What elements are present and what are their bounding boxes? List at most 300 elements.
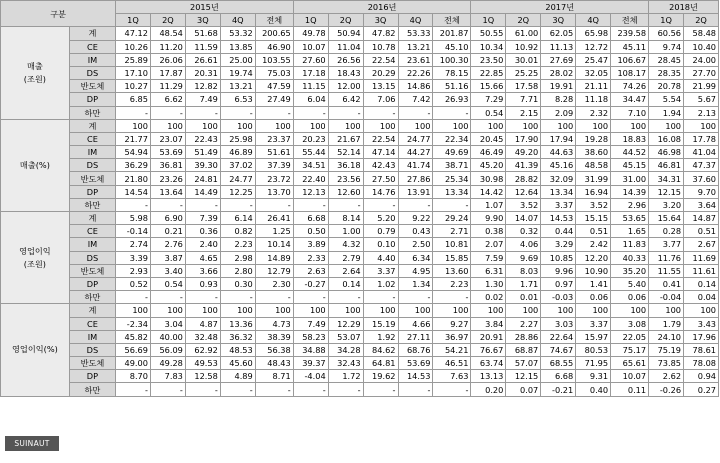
table-cell: 0.51 [576,225,611,238]
table-cell: 22.85 [471,66,506,79]
table-cell: 44.63 [541,146,576,159]
year-header-2017: 2017년 [471,1,649,14]
table-cell: 54.94 [116,146,151,159]
table-cell: 25.89 [116,53,151,66]
table-cell: 0.94 [684,370,719,383]
table-cell: - [116,198,151,211]
table-cell: 100 [684,304,719,317]
table-cell: 17.94 [541,132,576,145]
table-cell: 15.97 [576,330,611,343]
table-cell: 11.83 [611,238,649,251]
table-cell: 100 [220,119,255,132]
table-cell: 17.10 [116,66,151,79]
table-cell: 0.50 [293,225,328,238]
table-cell: 37.60 [684,172,719,185]
table-cell: 57.07 [506,357,541,370]
table-cell: 22.05 [611,330,649,343]
table-cell: - [398,198,433,211]
table-cell: 8.71 [255,370,293,383]
table-cell: 4.65 [185,251,220,264]
table-cell: 9.90 [471,212,506,225]
table-cell: 56.69 [116,343,151,356]
table-cell: 3.66 [185,264,220,277]
table-cell: 28.35 [649,66,684,79]
table-cell: 49.78 [293,27,328,40]
table-cell: - [293,383,328,396]
table-cell: 0.01 [506,291,541,304]
table-cell: 4.40 [363,251,398,264]
table-cell: 14.42 [471,185,506,198]
table-cell: 13.91 [398,185,433,198]
table-cell: 0.28 [649,225,684,238]
table-cell: 6.85 [116,93,151,106]
table-cell: 100 [433,304,471,317]
table-cell: 7.42 [398,93,433,106]
quarter-header: 전체 [611,14,649,27]
quarter-header: 4Q [576,14,611,27]
table-row [1,238,719,251]
table-cell: - [328,106,363,119]
table-cell: - [398,291,433,304]
table-cell: 6.68 [293,212,328,225]
table-cell: 100 [541,304,576,317]
table-cell: 6.62 [150,93,185,106]
table-cell: 63.74 [471,357,506,370]
table-cell: - [255,383,293,396]
table-cell: 10.14 [255,238,293,251]
table-cell: 45.60 [220,357,255,370]
table-cell: 75.17 [611,343,649,356]
table-cell: 58.48 [684,27,719,40]
table-cell: 1.07 [471,198,506,211]
table-cell: 32.43 [328,357,363,370]
table-cell: 7.06 [363,93,398,106]
table-cell: 3.29 [541,238,576,251]
table-row [1,159,719,172]
table-cell: 2.98 [220,251,255,264]
table-cell: 2.64 [328,264,363,277]
table-cell: 76.67 [471,343,506,356]
table-cell: 0.44 [541,225,576,238]
row-label: 계 [69,212,115,225]
table-cell: 0.93 [185,277,220,290]
table-cell: 32.09 [541,172,576,185]
table-cell: 1.02 [363,277,398,290]
year-header-2018: 2018년 [649,1,719,14]
table-cell: 7.59 [471,251,506,264]
year-header-2015: 2015년 [116,1,294,14]
table-cell: 10.78 [363,40,398,53]
table-cell: 0.41 [649,277,684,290]
table-cell: 55.44 [293,146,328,159]
table-cell: 34.88 [293,343,328,356]
table-row [1,119,719,132]
table-cell: 0.54 [150,277,185,290]
quarter-header: 전체 [433,14,471,27]
table-cell: 3.43 [684,317,719,330]
table-cell: 45.82 [116,330,151,343]
table-cell: 56.09 [150,343,185,356]
table-cell: 3.40 [150,264,185,277]
table-cell: 15.66 [471,80,506,93]
table-cell: 100 [293,119,328,132]
table-cell: 100 [433,119,471,132]
table-cell: 100 [576,119,611,132]
table-cell: 1.00 [328,225,363,238]
table-cell: 49.20 [506,146,541,159]
table-cell: 0.07 [506,383,541,396]
table-cell: 0.14 [684,277,719,290]
table-cell: 6.31 [471,264,506,277]
table-cell: 1.34 [398,277,433,290]
table-cell: 3.37 [363,264,398,277]
row-label: DP [69,185,115,198]
table-cell: 61.00 [506,27,541,40]
table-cell: 49.00 [116,357,151,370]
table-row [1,53,719,66]
table-cell: 38.71 [433,159,471,172]
table-cell: 103.55 [255,53,293,66]
group-label: 매출(%) [1,119,70,211]
table-cell: 45.16 [541,159,576,172]
table-cell: 36.32 [220,330,255,343]
table-cell: 19.74 [220,66,255,79]
table-cell: 12.20 [576,251,611,264]
table-cell: - [433,198,471,211]
table-cell: 65.61 [611,357,649,370]
table-cell: 1.65 [611,225,649,238]
table-cell: 14.53 [398,370,433,383]
table-cell: 39.37 [293,357,328,370]
table-cell: 0.43 [398,225,433,238]
table-cell: 13.34 [433,185,471,198]
quarter-header: 2Q [150,14,185,27]
table-cell: 12.72 [576,40,611,53]
table-cell: 2.74 [116,238,151,251]
table-cell: 28.45 [649,53,684,66]
table-cell: 3.20 [649,198,684,211]
table-cell: 53.69 [150,146,185,159]
table-cell: 20.31 [185,66,220,79]
table-row [1,93,719,106]
table-cell: 23.61 [398,53,433,66]
table-cell: 0.06 [576,291,611,304]
table-cell: 38.60 [576,146,611,159]
quarter-header: 4Q [398,14,433,27]
table-cell: 0.02 [471,291,506,304]
table-cell: 11.59 [185,40,220,53]
table-cell: 52.14 [328,146,363,159]
row-label: IM [69,53,115,66]
table-row [1,198,719,211]
table-cell: 64.81 [363,357,398,370]
table-row [1,212,719,225]
table-cell: 30.01 [506,53,541,66]
table-cell: 49.69 [433,146,471,159]
table-cell: - [185,383,220,396]
table-cell: 0.36 [185,225,220,238]
table-cell: 2.40 [185,238,220,251]
table-cell: 7.49 [185,93,220,106]
table-cell: 100 [541,119,576,132]
table-cell: 5.67 [684,93,719,106]
table-cell: 6.90 [150,212,185,225]
table-cell: 100 [116,304,151,317]
table-cell: 12.25 [220,185,255,198]
table-cell: 100 [576,304,611,317]
table-cell: 15.85 [433,251,471,264]
table-cell: - [150,383,185,396]
table-cell: 0.82 [220,225,255,238]
table-cell: 19.62 [363,370,398,383]
table-cell: 0.97 [541,277,576,290]
table-row [1,146,719,159]
table-cell: 108.17 [611,66,649,79]
table-cell: 100 [363,304,398,317]
table-cell: 56.38 [255,343,293,356]
table-cell: 2.79 [328,251,363,264]
table-cell: 24.81 [185,172,220,185]
table-cell: 100 [150,119,185,132]
table-cell: 53.65 [611,212,649,225]
table-cell: 17.90 [506,132,541,145]
table-cell: 6.53 [220,93,255,106]
table-cell: 2.50 [398,238,433,251]
table-cell: 20.45 [471,132,506,145]
table-cell: 20.91 [471,330,506,343]
table-cell: 26.06 [150,53,185,66]
table-cell: 12.58 [185,370,220,383]
table-cell: 22.34 [433,132,471,145]
table-cell: 5.20 [363,212,398,225]
table-cell: - [398,106,433,119]
table-cell: 2.80 [220,264,255,277]
table-cell: 22.54 [363,132,398,145]
table-cell: 3.64 [684,198,719,211]
table-cell: 2.27 [506,317,541,330]
table-cell: 54.21 [433,343,471,356]
table-cell: 0.10 [363,238,398,251]
table-cell: 37.39 [255,159,293,172]
table-cell: 3.52 [576,198,611,211]
table-cell: 17.87 [150,66,185,79]
table-cell: 21.77 [116,132,151,145]
table-cell: 41.39 [506,159,541,172]
table-cell: 14.76 [363,185,398,198]
table-cell: 14.07 [506,212,541,225]
table-cell: 34.31 [649,172,684,185]
table-cell: 2.23 [433,277,471,290]
table-row [1,304,719,317]
table-cell: 24.77 [220,172,255,185]
table-cell: 1.94 [649,106,684,119]
table-cell: 47.14 [363,146,398,159]
table-cell: 10.07 [293,40,328,53]
table-body [1,27,719,396]
table-cell: 51.68 [185,27,220,40]
table-cell: 10.26 [116,40,151,53]
group-label: 매출 (조원) [1,27,70,119]
table-row [1,185,719,198]
table-cell: 7.83 [150,370,185,383]
table-cell: 53.32 [220,27,255,40]
row-label: DS [69,66,115,79]
row-label: 반도체 [69,172,115,185]
table-cell: 10.27 [116,80,151,93]
table-cell: 0.54 [471,106,506,119]
table-cell: 3.87 [150,251,185,264]
row-label: DP [69,370,115,383]
table-cell: 60.56 [649,27,684,40]
table-cell: 28.02 [541,66,576,79]
table-cell: 12.00 [328,80,363,93]
table-cell: 41.04 [684,146,719,159]
table-cell: 75.19 [649,343,684,356]
table-cell: 11.15 [293,80,328,93]
table-cell: 23.07 [150,132,185,145]
table-cell: - [255,106,293,119]
table-cell: 40.33 [611,251,649,264]
table-cell: 3.52 [506,198,541,211]
table-cell: 2.09 [541,106,576,119]
row-label: DP [69,93,115,106]
table-cell: 100 [398,119,433,132]
table-cell: 51.61 [255,146,293,159]
table-cell: 3.39 [116,251,151,264]
table-cell: 100 [611,119,649,132]
table-cell: 13.70 [255,185,293,198]
table-cell: 9.27 [433,317,471,330]
table-cell: 5.40 [611,277,649,290]
row-label: 하만 [69,106,115,119]
table-cell: 49.28 [150,357,185,370]
table-cell: 30.98 [471,172,506,185]
table-cell: 49.53 [185,357,220,370]
table-cell: 0.14 [328,277,363,290]
table-cell: - [293,106,328,119]
table-cell: 6.68 [541,370,576,383]
table-cell: 4.73 [255,317,293,330]
year-header-2016: 2016년 [293,1,471,14]
table-cell: 50.94 [328,27,363,40]
table-cell: 100 [255,119,293,132]
table-cell: 29.24 [433,212,471,225]
table-cell: 1.79 [649,317,684,330]
table-cell: 9.70 [684,185,719,198]
row-label: CE [69,225,115,238]
table-cell: 100 [220,304,255,317]
table-cell: 23.50 [471,53,506,66]
table-cell: 16.94 [576,185,611,198]
table-cell: 0.11 [611,383,649,396]
table-cell: -0.26 [649,383,684,396]
table-cell: 21.67 [328,132,363,145]
table-cell: 23.56 [328,172,363,185]
table-cell: 48.43 [255,357,293,370]
table-cell: 11.69 [684,251,719,264]
row-label: IM [69,146,115,159]
table-cell: 7.39 [185,212,220,225]
table-cell: 11.55 [649,264,684,277]
table-cell: 51.16 [433,80,471,93]
row-label: IM [69,238,115,251]
quarter-header: 1Q [116,14,151,27]
table-cell: 32.05 [576,66,611,79]
table-cell: 11.18 [576,93,611,106]
table-cell: 24.77 [398,132,433,145]
table-cell: 46.89 [220,146,255,159]
table-cell: 12.82 [185,80,220,93]
table-cell: 62.05 [541,27,576,40]
table-cell: 2.13 [684,106,719,119]
quarter-header: 전체 [255,14,293,27]
table-row [1,27,719,40]
table-cell: 2.07 [471,238,506,251]
table-cell: 0.38 [471,225,506,238]
table-row [1,291,719,304]
row-label: IM [69,330,115,343]
table-cell: 3.37 [541,198,576,211]
table-cell: 10.07 [611,370,649,383]
table-cell: 78.08 [684,357,719,370]
table-cell: -0.14 [116,225,151,238]
table-cell: 13.21 [220,80,255,93]
quarter-header: 3Q [541,14,576,27]
table-cell: 5.98 [116,212,151,225]
table-cell: 22.64 [541,330,576,343]
table-cell: - [185,291,220,304]
table-cell: 27.86 [398,172,433,185]
table-cell: 3.89 [293,238,328,251]
table-cell: - [293,291,328,304]
row-label: 계 [69,27,115,40]
table-cell: - [116,383,151,396]
table-cell: 24.00 [684,53,719,66]
table-row [1,80,719,93]
table-cell: 45.20 [471,159,506,172]
table-cell: 26.61 [185,53,220,66]
table-cell: 12.60 [328,185,363,198]
table-cell: 23.37 [255,132,293,145]
table-cell: 11.20 [150,40,185,53]
table-cell: 13.13 [471,370,506,383]
quarter-header: 4Q [220,14,255,27]
corner-header: 구분 [1,1,116,27]
table-cell: 18.43 [328,66,363,79]
table-cell: 17.18 [293,66,328,79]
table-cell: 5.54 [649,93,684,106]
row-label: 하만 [69,198,115,211]
table-cell: 0.06 [611,291,649,304]
table-cell: - [220,291,255,304]
table-cell: 8.28 [541,93,576,106]
table-cell: 22.43 [185,132,220,145]
table-cell: 45.10 [433,40,471,53]
table-cell: 100 [255,304,293,317]
table-cell: - [328,383,363,396]
table-cell: 100 [684,119,719,132]
table-cell: 48.58 [576,159,611,172]
table-cell: 45.15 [611,159,649,172]
table-cell: 10.34 [471,40,506,53]
table-cell: 1.30 [471,277,506,290]
table-cell: 36.81 [150,159,185,172]
table-cell: 9.74 [649,40,684,53]
table-cell: 100 [471,119,506,132]
table-cell: 4.87 [185,317,220,330]
table-cell: 100 [116,119,151,132]
table-cell: 12.29 [328,317,363,330]
